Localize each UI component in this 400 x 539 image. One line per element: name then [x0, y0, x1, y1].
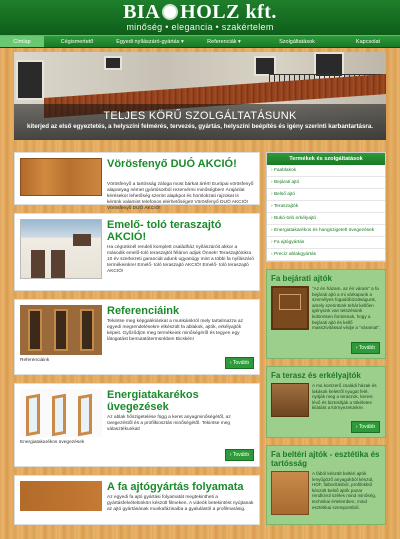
card-text: Az ablak hőszigetelése függ a keret anyagminőségétől, az üvegezéstől és a profilkiosztás minőségétől. Tekintse meg választékunkat!: [107, 415, 231, 432]
main-nav: [0, 35, 400, 48]
sidebar-box-title[interactable]: Fa beltéri ajtók - esztétika és tartósság: [271, 450, 380, 468]
card-thumbnail[interactable]: [20, 219, 102, 279]
card-references: [14, 299, 260, 375]
more-button[interactable]: › Tovább: [351, 421, 380, 433]
card-caption[interactable]: Referenciáink: [20, 358, 50, 363]
card-thumbnail[interactable]: [20, 158, 102, 196]
menu-item-terrace-doors[interactable]: › Teraszajtók: [267, 201, 385, 213]
card-title[interactable]: A fa ajtógyártás folyamata: [107, 481, 244, 493]
terrace-door-image: [271, 383, 309, 417]
hero-window: [16, 60, 44, 100]
card-door-manufacturing: [14, 475, 260, 525]
menu-item-interior-door[interactable]: › Belső ajtó: [267, 189, 385, 201]
menu-item-glazing[interactable]: › Energiatakarékos és hangszigetelt üvegezések: [267, 225, 385, 237]
card-text: Ha cégünknél rendeli komplett családház nyílászáróit akkor a második emelő-toló teraszajtót féláron adjuk Önnek! Teraszajtóinkra 10 év szerkezeti garanciát adunk ugyanúgy mint a többi fa nyílászáró termékeinkre! Emelő- toló teraszajtó AKCIÓ! Emelő- toló teraszajtó AKCIÓ!: [107, 245, 254, 274]
sidebar-box-terrace-doors: [266, 366, 386, 438]
sidebar-box-thumbnail[interactable]: [271, 286, 309, 331]
nav-item-about[interactable]: Cégismertető: [60, 38, 94, 45]
card-text: Tekintse meg képgalériánkat a munkáinkról mely tartalmazza az egyedi megrendelésekre elkészült fa ablakok, ajtók, erkélyajtók képeit. Győződjön meg termékeink minőségéről és tegyen egy látogatást bemutatótermünkben Bicskén!: [107, 319, 243, 342]
larch-wood-image: [20, 158, 102, 196]
card-title[interactable]: Energiatakarékos üvegezések: [107, 389, 199, 413]
hero-window: [254, 56, 276, 76]
logo[interactable]: [0, 1, 400, 24]
more-button[interactable]: › Tovább: [351, 342, 380, 354]
card-text: Az egyedi fa ajtó gyártási folyamatát megtekintheti a gyártásfelvételünkön készült filmeken. A videók betekintést nyújtanak az ajtó gyártásának munkafázisaiba a gyalulástól a profilmarásig.: [107, 495, 254, 512]
menu-item-entrance-door[interactable]: › Bejárati ajtó: [267, 177, 385, 189]
sidebar-box-text: A ma korszerű családi házak és lakások keletről nyugat felé, nyitják meg a teraszok, keresi lévő és biztosítják a tökéletes kilátást a környezetünkre.: [312, 383, 377, 411]
promo-card-larch: [14, 152, 260, 211]
menu-item-window-manufacturing[interactable]: › Precíz ablakgyártás: [267, 249, 385, 261]
card-text: Vörösfenyő a tartósság záloga most bárkat árért! Európai vörösfenyő alapanyag német gyártósorból rezervérmi minőségben! Árajánlat kérésekor lehetőség szerint alapkpot és homlokzati rajzokat is kérünk valamint telefonos elérhetőséget! Vörösfenyő DUÓ AKCIÓ! Vörösfenyő DUÓ AKCIÓ!: [107, 182, 254, 211]
house-image: [20, 219, 102, 279]
workshop-image: [20, 481, 102, 511]
tagline: minőség • elegancia • szakértelem: [126, 22, 274, 32]
sidebar-box-text: "Az én házam, az én váram" a fa bejárati ajtó a mi várkapunk a személyes fogadóbizottságunk, amely szerintünk tehát kellően igényünk van tetszésünk különösen fontosnak, hogy a bejárati ajtó és kellő masszívitással védje a "váramat".: [312, 286, 381, 331]
hero-title: TELJES KÖRŰ SZOLGÁLTATÁSUNK: [103, 110, 297, 122]
card-thumbnail[interactable]: [20, 305, 102, 355]
sidebar-box-title[interactable]: Fa terasz és erkélyajtók: [271, 371, 361, 380]
interior-door-image: [271, 471, 309, 515]
sidebar-box-thumbnail[interactable]: [271, 471, 309, 515]
card-title[interactable]: Referenciáink: [107, 305, 180, 317]
nav-item-contact[interactable]: Kapcsolat: [355, 38, 381, 45]
menu-item-windows[interactable]: › Faablakok: [267, 165, 385, 177]
card-title[interactable]: Emelő- toló teraszajtó AKCIÓ!: [107, 219, 222, 243]
card-caption[interactable]: Energiatakarékos üvegezések: [20, 440, 85, 445]
sidebar: [266, 152, 386, 532]
sidebar-box-interior-doors: [266, 445, 386, 525]
card-glazing: [14, 383, 260, 467]
sidebar-box-title[interactable]: Fa bejárati ajtók: [271, 274, 332, 283]
more-button[interactable]: › Tovább: [225, 357, 254, 369]
main-content: [14, 152, 260, 533]
promo-card-terrace-door: [14, 213, 260, 291]
nav-item-references[interactable]: Referenciák ▾: [207, 38, 241, 45]
sidebar-box-text: A fából készült beltéri ajtók lenyűgöző anyagokból készül, HDF, falborításból, profilokból készült belső ajtók pazar rendkívül széles mind minőség, technikai értelemben, mind esztétikai szempontból.: [312, 471, 377, 510]
logo-text-right: HOLZ kft.: [180, 1, 277, 23]
more-button[interactable]: › Tovább: [225, 449, 254, 461]
products-menu-title: Termékek és szolgáltatások: [267, 153, 385, 165]
products-menu: [266, 152, 386, 262]
sidebar-box-thumbnail[interactable]: [271, 383, 309, 417]
nav-item-home[interactable]: Címlap: [0, 36, 44, 47]
logo-seal-icon: [162, 4, 178, 20]
nav-item-manufacturing[interactable]: Egyedi nyílászáró-gyártás ▾: [116, 38, 184, 45]
nav-item-services[interactable]: Szolgáltatások: [279, 38, 315, 45]
sidebar-box-entrance-doors: [266, 269, 386, 359]
card-thumbnail[interactable]: [20, 481, 102, 513]
doors-image: [20, 305, 102, 355]
hero-subtitle: kiterjed az első egyeztetés, a helyszíni felmérés, tervezés, gyártás, helyszíni beépítés és igény szerinti karbantartásra.: [27, 123, 373, 130]
glass-profile-image: [20, 389, 102, 437]
card-title[interactable]: Vörösfenyő DUÓ AKCIÓ!: [107, 158, 237, 170]
site-header: [0, 0, 400, 35]
menu-item-tilt-slide-door[interactable]: › Bukó-toló erkélyajtó: [267, 213, 385, 225]
entrance-door-image: [271, 286, 309, 330]
card-thumbnail[interactable]: [20, 389, 102, 437]
logo-text-left: BIA: [123, 1, 161, 23]
hero-window: [104, 56, 122, 70]
menu-item-door-manufacturing[interactable]: › Fa ajtógyártás: [267, 237, 385, 249]
